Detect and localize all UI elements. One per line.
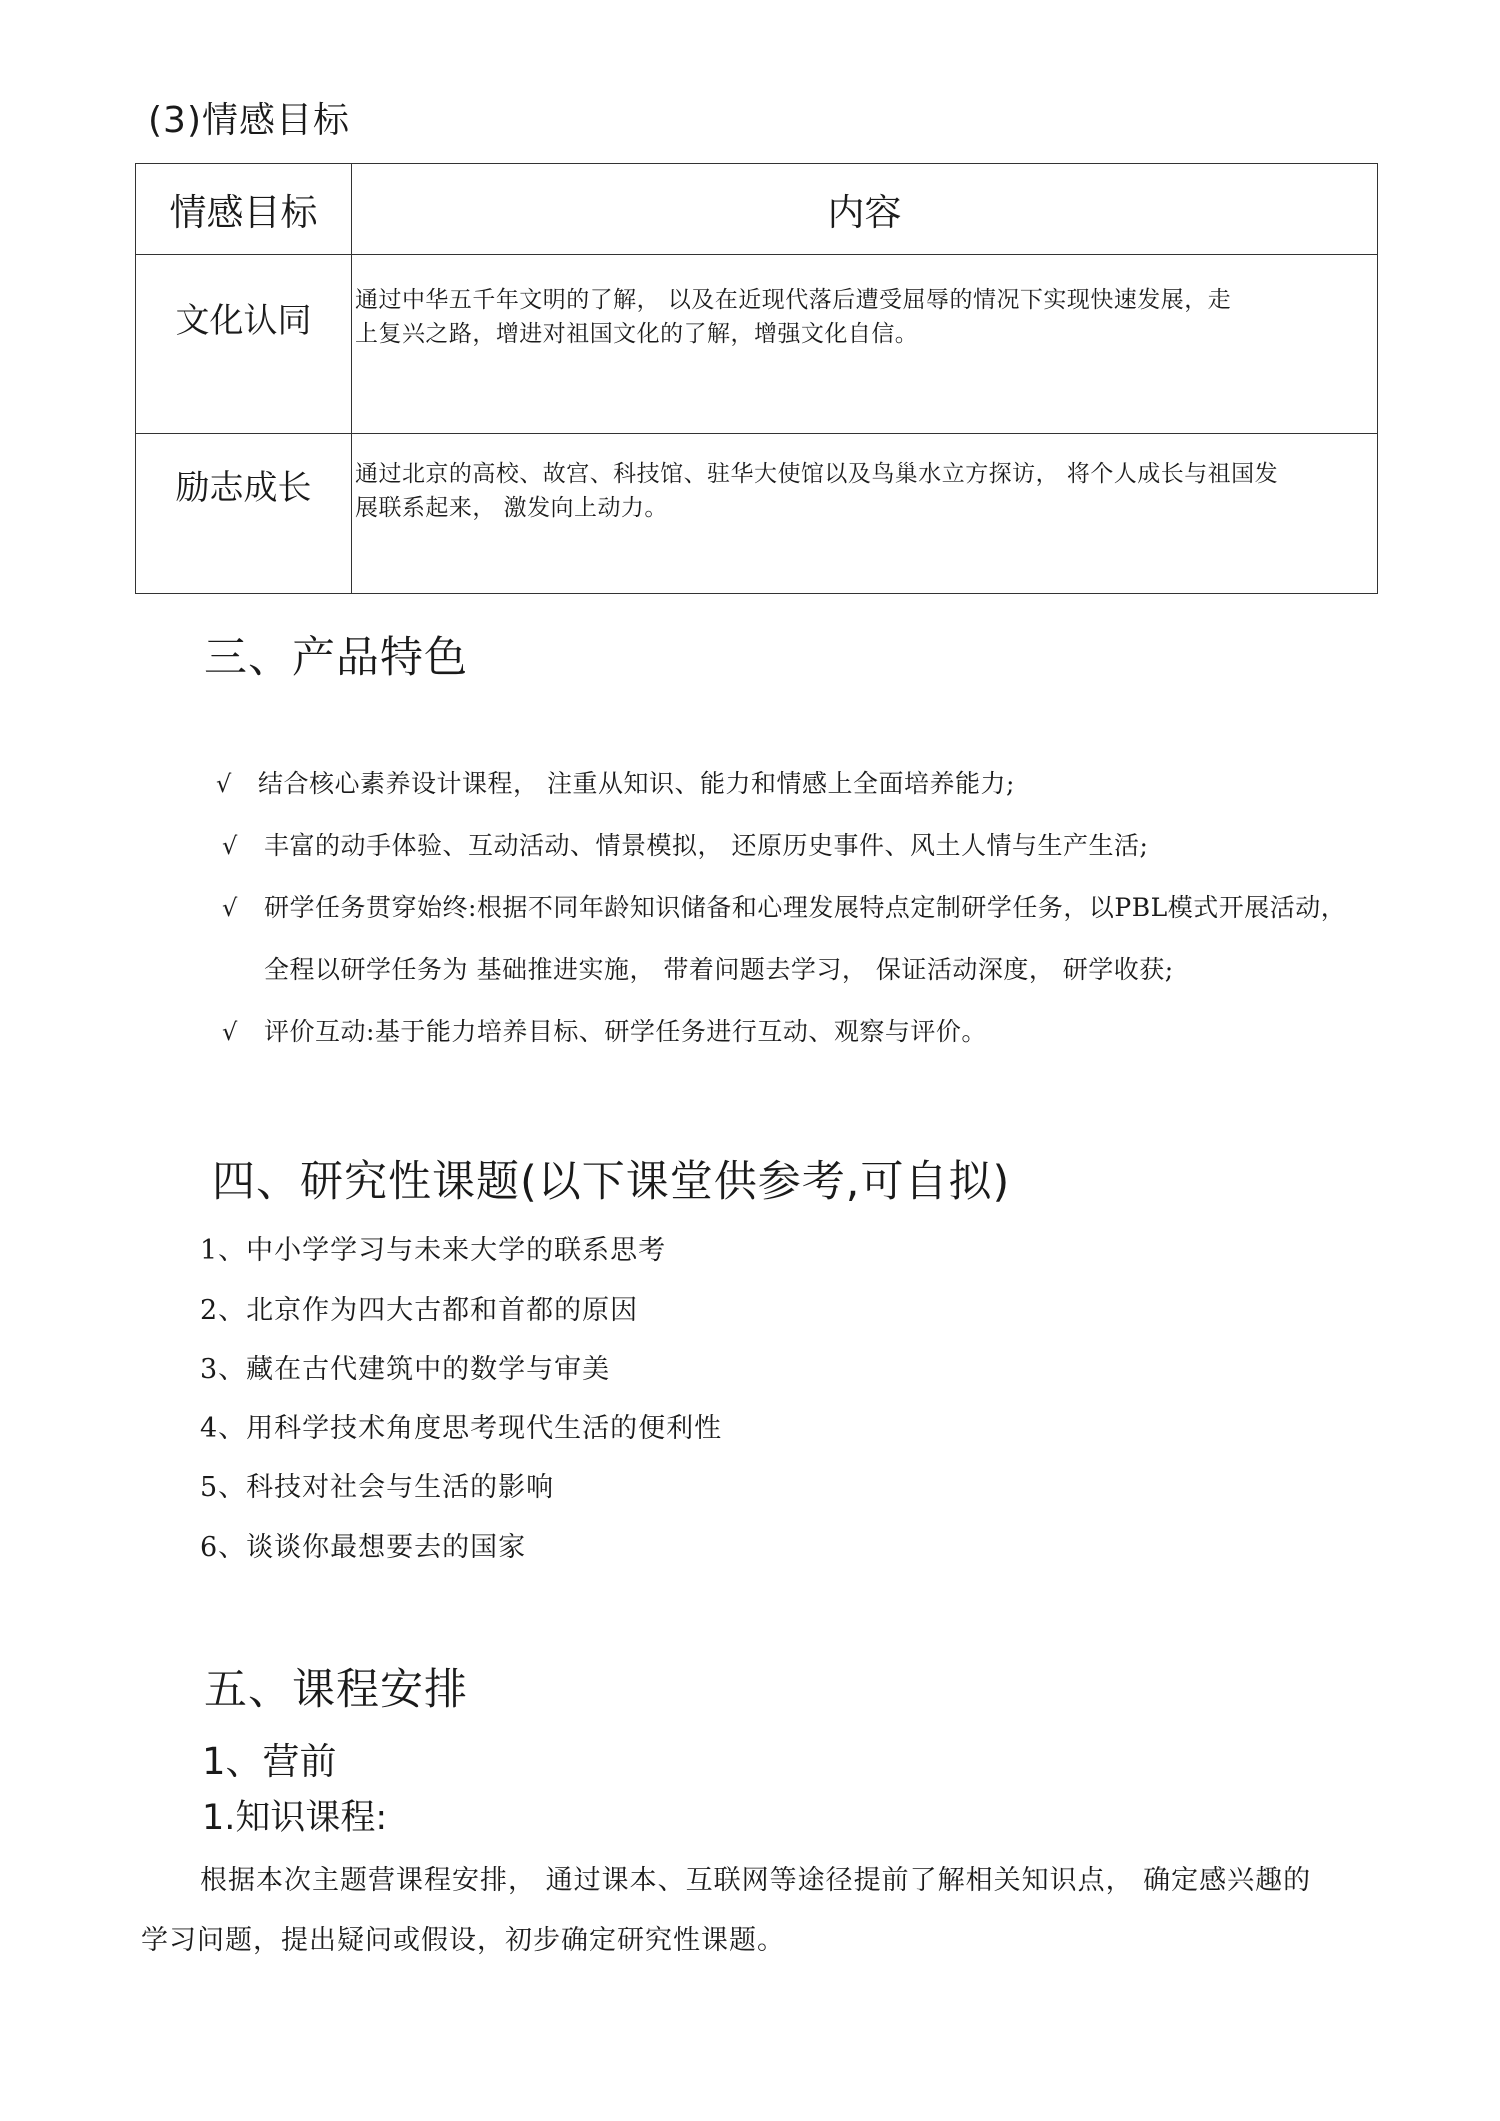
feature-text: 结合核心素养设计课程， 注重从知识、能力和情感上全面培养能力; (258, 769, 1015, 798)
table-row (136, 255, 1378, 434)
goal-content-line: 通过北京的高校、故宫、科技馆、驻华大使馆以及鸟巢水立方探访， 将个人成长与祖国发 (355, 461, 1279, 487)
feature-item (222, 888, 1346, 924)
table-header-goal: 情感目标 (136, 164, 352, 255)
feature-text: 研学任务贯穿始终:根据不同年龄知识储备和心理发展特点定制研学任务，以PBL模式开展活动， (264, 893, 1347, 922)
schedule-subtitle: 1、营前 (202, 1740, 337, 1783)
goal-content-cell (352, 255, 1378, 434)
goal-content-line: 通过中华五千年文明的了解， 以及在近现代落后遭受屈辱的情况下实现快速发展，走 (355, 287, 1232, 313)
goal-name-cell: 文化认同 (136, 255, 352, 434)
feature-text: 丰富的动手体验、互动活动、情景模拟， 还原历史事件、风土人情与生产生活; (264, 831, 1149, 860)
goal-content-cell (352, 434, 1378, 594)
check-icon: √ (222, 832, 238, 860)
feature-item (222, 1012, 987, 1048)
emotion-goals-heading: (3)情感目标 (148, 100, 350, 141)
goal-name-cell: 励志成长 (136, 434, 352, 594)
topics-section-title: 四、研究性课题(以下课堂供参考,可自拟) (212, 1157, 1011, 1207)
check-icon: √ (222, 894, 238, 922)
feature-text: 评价互动:基于能力培养目标、研学任务进行互动、观察与评价。 (264, 1017, 987, 1046)
emotion-goals-table (135, 163, 1378, 594)
feature-item (216, 764, 1015, 800)
schedule-paragraph-line: 根据本次主题营课程安排， 通过课本、互联网等途径提前了解相关知识点， 确定感兴趣的 (200, 1865, 1312, 1896)
topic-item: 5、科技对社会与生活的影响 (200, 1472, 555, 1503)
features-section-title: 三、产品特色 (204, 633, 468, 683)
goal-content-line: 展联系起来， 激发向上动力。 (355, 495, 668, 521)
schedule-paragraph-line: 学习问题，提出疑问或假设，初步确定研究性课题。 (141, 1925, 785, 1956)
topic-item: 4、用科学技术角度思考现代生活的便利性 (200, 1413, 723, 1444)
topic-item: 6、谈谈你最想要去的国家 (200, 1532, 527, 1563)
knowledge-course-title: 1.知识课程: (202, 1798, 388, 1838)
goal-content-line: 上复兴之路，增进对祖国文化的了解，增强文化自信。 (355, 321, 919, 347)
feature-item (222, 826, 1148, 862)
check-icon: √ (216, 770, 232, 798)
schedule-section-title: 五、课程安排 (204, 1665, 468, 1715)
topic-item: 3、藏在古代建筑中的数学与审美 (200, 1354, 611, 1385)
topic-item: 2、北京作为四大古都和首都的原因 (200, 1295, 639, 1326)
table-row (136, 434, 1378, 594)
topic-item: 1、中小学学习与未来大学的联系思考 (200, 1235, 667, 1266)
feature-text-continuation: 全程以研学任务为 基础推进实施， 带着问题去学习， 保证活动深度， 研学收获; (264, 955, 1174, 984)
table-header-row (136, 164, 1378, 255)
table-header-content: 内容 (352, 164, 1378, 255)
check-icon: √ (222, 1018, 238, 1046)
